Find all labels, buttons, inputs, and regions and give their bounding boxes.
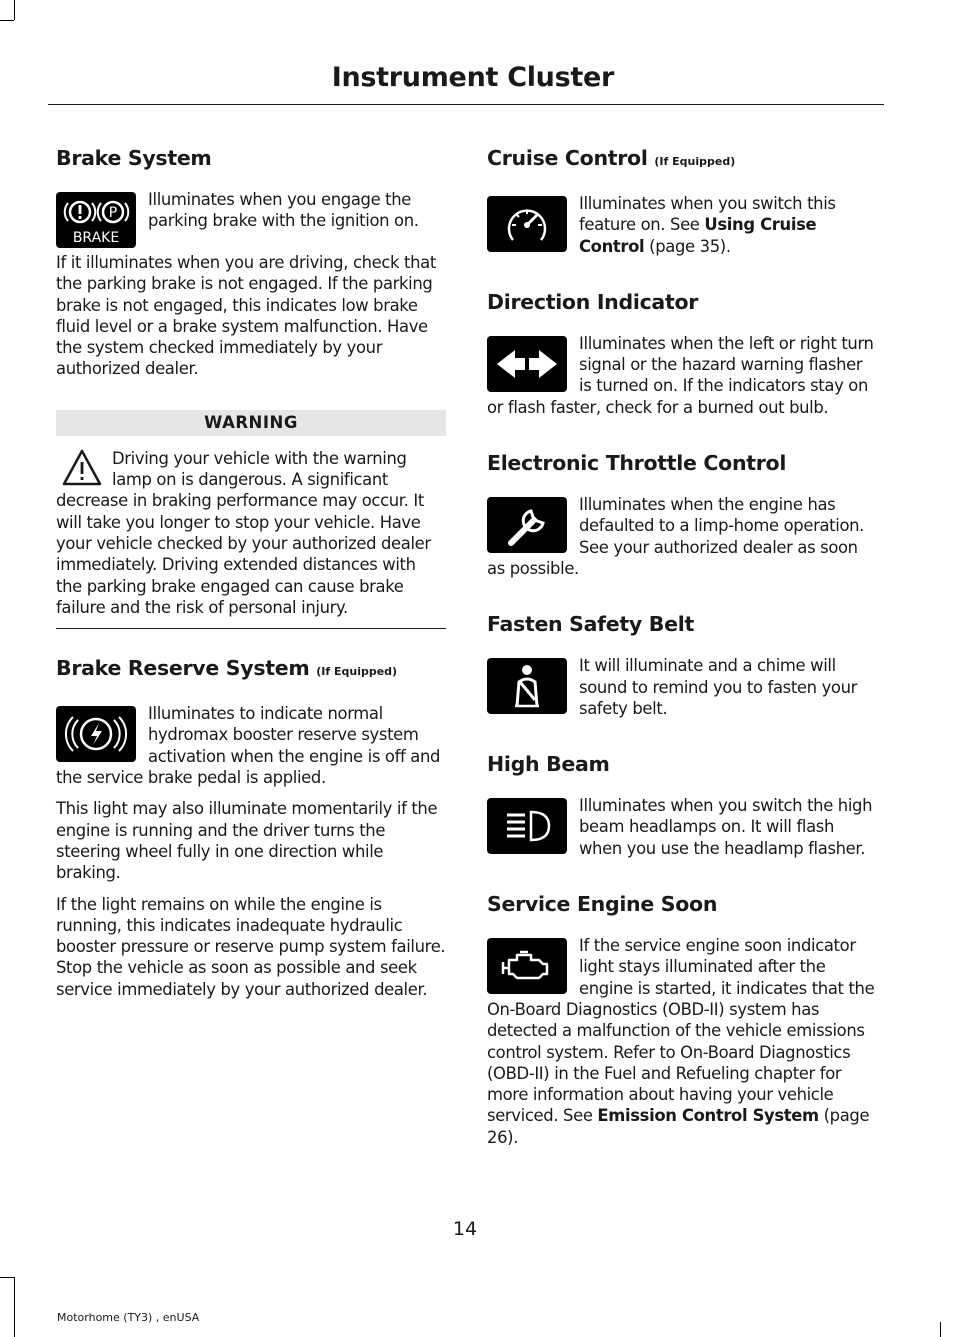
header-rule bbox=[48, 104, 884, 105]
turn-signal-icon bbox=[487, 336, 567, 392]
text: If the service engine soon indicator light stays illuminated after the engine is started, it indicates that the On-Board Diagnostics (OBD-II) system has detected a malfunction of the vehicle emissions control system. Refer to On-Board Diagnostics (OBD-II) in the Fuel and Refueling chapter for more information about having your vehicle serviced. See bbox=[487, 936, 875, 1126]
section-safety-belt bbox=[487, 609, 877, 729]
if-equipped-label: (If Equipped) bbox=[654, 155, 736, 168]
section-high-beam bbox=[487, 749, 877, 869]
section-title: Fasten Safety Belt bbox=[487, 612, 694, 637]
warning-heading: WARNING bbox=[56, 410, 446, 436]
page-number: 14 bbox=[452, 1218, 478, 1240]
section-brake-system bbox=[56, 143, 446, 390]
paragraph: Illuminates when the engine has defaulted to a limp-home operation. See your authorized dealer as soon as possible. bbox=[487, 495, 865, 578]
section-throttle-control bbox=[487, 448, 877, 589]
section-service-engine bbox=[487, 889, 877, 1158]
crop-mark bbox=[0, 1277, 14, 1278]
paragraph: If the light remains on while the engine is running, this indicates inadequate hydraulic booster pressure or reserve pump system failure. Stop the vehicle as soon as possible and seek service immediately by your authorized dealer. bbox=[56, 894, 446, 999]
brake-warning-icon bbox=[56, 192, 136, 248]
section-title: High Beam bbox=[487, 752, 610, 777]
paragraph: Illuminates when you engage the parking brake with the ignition on. bbox=[148, 190, 419, 231]
page-title: Instrument Cluster bbox=[331, 62, 614, 93]
cruise-control-icon bbox=[487, 196, 567, 252]
crop-mark bbox=[0, 20, 14, 21]
seat-belt-icon bbox=[487, 658, 567, 714]
paragraph: Illuminates to indicate normal hydromax booster reserve system activation when the engine is off and the service brake pedal is applied. bbox=[56, 704, 441, 788]
section-title-text: Cruise Control bbox=[487, 146, 648, 170]
paragraph: This light may also illuminate momentarily if the engine is running and the driver turns the steering wheel fully in one direction while braking. bbox=[56, 799, 438, 883]
warning-box bbox=[56, 448, 446, 618]
text: (page 26). bbox=[487, 1106, 870, 1147]
cross-reference-link[interactable]: Using Cruise Control bbox=[579, 215, 817, 256]
section-brake-reserve bbox=[56, 653, 446, 1010]
section-title-text: Brake Reserve System bbox=[56, 656, 310, 681]
text: Illuminates when you switch this feature on. See bbox=[579, 194, 836, 235]
section-title bbox=[56, 653, 446, 687]
brake-reserve-icon bbox=[56, 706, 136, 762]
section-title: Service Engine Soon bbox=[487, 892, 718, 917]
paragraph: Illuminates when you switch the high beam headlamps on. It will flash when you use the headlamp flasher. bbox=[579, 796, 873, 858]
warning-text: Driving your vehicle with the warning lamp on is dangerous. A significant decrease in braking performance may occur. It will take you longer to stop your vehicle. Have your vehicle checked by your authorized dealer immediately. Driving extended distances with the parking brake engaged can cause brake failure and the risk of personal injury. bbox=[56, 448, 431, 617]
crop-mark bbox=[940, 1322, 941, 1337]
left-column bbox=[56, 143, 446, 1030]
warning-rule bbox=[56, 628, 446, 629]
paragraph: Illuminates when the left or right turn signal or the hazard warning flasher is turned on. If the indicators stay on or flash faster, check for a burned out bulb. bbox=[487, 333, 874, 417]
warning-triangle-icon bbox=[62, 448, 102, 488]
brake-icon-label: BRAKE bbox=[72, 230, 120, 246]
high-beam-icon bbox=[487, 798, 567, 854]
svg-text:P: P bbox=[108, 205, 118, 221]
crop-mark bbox=[14, 1277, 15, 1337]
check-engine-icon bbox=[487, 938, 567, 994]
section-title: Brake System bbox=[56, 146, 212, 170]
document-id: Motorhome (TY3) , enUSA bbox=[57, 1311, 200, 1324]
section-direction-indicator bbox=[487, 287, 877, 428]
section-cruise-control bbox=[487, 143, 877, 267]
section-title: Electronic Throttle Control bbox=[487, 451, 787, 476]
right-column bbox=[487, 143, 877, 1178]
paragraph: It will illuminate and a chime will sound to remind you to fasten your safety belt. bbox=[579, 656, 858, 718]
section-title bbox=[487, 143, 877, 177]
paragraph: If it illuminates when you are driving, check that the parking brake is not engaged. If the parking brake is not engaged, this indicates low brake fluid level or a brake system malfunction. Have the system checked immediately by your authorized dealer. bbox=[56, 253, 436, 379]
wrench-icon bbox=[487, 497, 567, 553]
section-title: Direction Indicator bbox=[487, 289, 699, 314]
text: (page 35). bbox=[644, 236, 731, 256]
cross-reference-link[interactable]: Emission Control System bbox=[597, 1106, 819, 1126]
crop-mark bbox=[14, 0, 15, 20]
if-equipped-label: (If Equipped) bbox=[316, 665, 398, 679]
